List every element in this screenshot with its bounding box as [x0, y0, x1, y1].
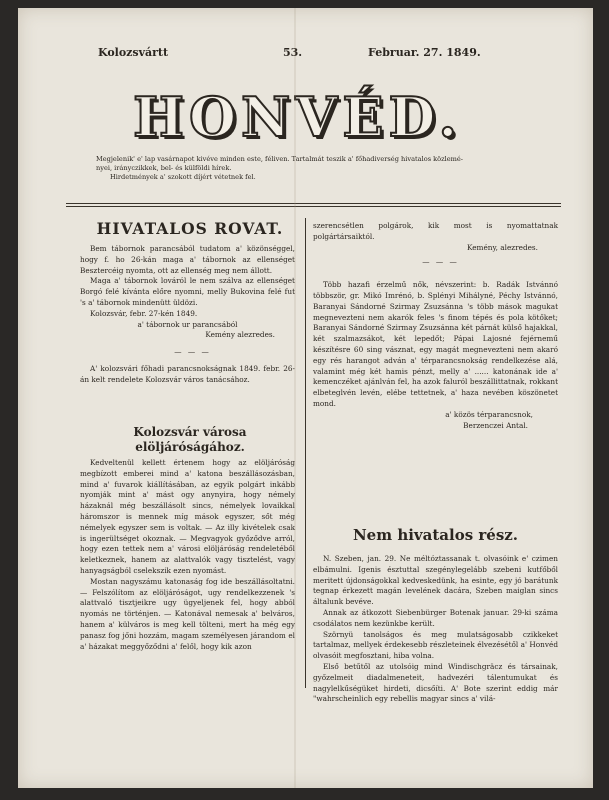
section-heading-official: HIVATALOS ROVAT. [96, 219, 284, 238]
masthead [98, 46, 498, 60]
paragraph: A' kolozsvári főhadi parancsnokságnak 1849. febr. 26-án kelt rendelete Kolozsvár város tanácsához. [80, 363, 295, 384]
paragraph: Bem tábornok parancsából tudatom a' közönséggel, hogy f. ho 26-kán maga a' tábornok az ellenséget Besztercéig nyomta, ott az ellenség meg nem állott. [80, 244, 295, 275]
right-column-body [313, 554, 558, 705]
paragraph: Több hazafi érzelmű nők, névszerint: b. Radák Istvánnó többször, gr. Mikó Imrénó, b. Splényi Mihályné, Péchy Istvánnó, Baranyai Sándorné Szirmay Zsuzsánna 's több mások magukat megnevezteni nem akarók feles 's finom tépés és pola kötőket; Baranyai Sándorné Szirmay Zsuzsánna két párnát külső hajakkal, két szalmazsákot, két lepedőt; Pápai Lajosné fejérnemű készítésre 60 sing vásznat, egy magát megnevezteni nem akaró egy rés harangot adván a' térparancsnokság rendelkezése alá, valamint még két hamis pénzt, melly a' ...... katonának ide a' kemenczéket ajánlván fel, ha azok faluról beszállittatnak, rokkant elbeteglvén levén, elébe tettetnek, a' haza nevében köszönetet mond. [313, 280, 558, 408]
separator: — — — [422, 257, 459, 267]
right-column-top [313, 221, 558, 431]
newspaper-page [18, 8, 593, 788]
paragraph: Maga a' tábornok lováról le nem szálva az ellenséget Borgó felé kívánta előre nyomni, melly Bukovina felé fut 's a' tábornok mindenütt üldözi. [80, 276, 295, 307]
paragraph: a' tábornok ur parancsából [137, 319, 238, 329]
header-rule-2 [66, 206, 561, 207]
issue-number: 53. [283, 46, 303, 59]
sub-heading: Kolozsvár városa elöljáróságához. [133, 425, 247, 454]
paragraph: Mostan nagyszámu katonaság fog ide beszállásoltatni. — Felszólítom az elöljáróságot, ugy rendelkezzenek 's alattvaló tisztjeikre ugy ügyeljenek fel, hogy abból nyomás ne történjen. — Katonával nemesak a' belváros, hanem a' külváros is meg kell tölteni, mert ha még egy panasz fog jőni hozzám, magam személyesen járandom el a' házakat meggyőződni a' felől, hogy kik azon [80, 576, 295, 651]
paragraph: N. Szeben, jan. 29. Ne méltóztassanak t. olvasóink e' czimen elbámulni. Igenis észtuttal szegénylegelább szebeni kutfőből meritett újdonságokkal kedveskedünk, ha esinte, egy jó barátunk tegnap érkezett magán levelének dacára, Szeben maiglan sincs általunk bevéve. [313, 554, 558, 607]
notice-line-1: Megjelenik' e' lap vasárnapot kivéve minden este, féliven. Tartalmát teszik a' főhadiverség hivatalos közlemé- [96, 155, 464, 163]
column-divider [305, 218, 306, 688]
publication-notice [96, 155, 561, 182]
notice-line-2: nyei, irányczikkek, bel- és külföldi hírek. [96, 164, 232, 172]
masthead-place: Kolozsvártt [98, 46, 169, 59]
separator: — — — [174, 347, 211, 357]
section-heading-unofficial: Nem hivatalos rész. [352, 526, 519, 544]
paragraph: szerencsétlen polgárok, kik most is nyomattatnak polgártársaiktól. [313, 221, 558, 241]
masthead-date: Februar. 27. 1849. [368, 46, 481, 59]
header-rule [66, 203, 561, 204]
paragraph: Kolozsvár, febr. 27-kén 1849. [90, 308, 198, 318]
paragraph: Annak az átkozott Siebenbürger Botenak januar. 29-ki száma csodálatos nem kezünkbe került. [313, 607, 558, 628]
paragraph: Első betűtől az utolsóig mind Windischgräcz és társainak, győzelmeit diadalmeneteit, hadvezéri tálentumukat és nagylelkűségüket hirdeti, dicsőíti. A' Bote szerint eddig már "wahrscheinlich egy rebellis magyar sincs a' vilá- [313, 661, 558, 704]
signature: Berzenczei Antal. [463, 420, 528, 430]
left-column-top [80, 244, 295, 386]
left-column-body [80, 458, 295, 652]
signature: Kemény alezredes. [205, 330, 275, 340]
notice-line-3: Hirdetmények a' szokott díjért vétetnek fel. [110, 173, 256, 181]
paragraph: Kedveltenül kellett értenem hogy az elöljáróság megbízott emberei mind a' katona beszállásozásban, mind a' fuvarok kiállításában, az egyik polgárt inkább nyomják mint a' mást ogy anynyira, hogy némely házaknál még beszállásolt sincs, némelyek lovaikkal háromszor is mennek míg mások egyszer, sőt még némelyek egyszer sem is voltak. — Az illy kivételek csak is ingerültséget okoznak. — Megvagyok győződve arról, hogy ezen tettek nem a' városi elöljáróság rendeletéből keletkeznek, hanem az alattvalók vagy tisztelést, vagy hanyagságból cselekszik ezen nyomást. [80, 458, 295, 575]
newspaper-title: HONVÉD. [133, 85, 463, 149]
signature: a' közös térparancsnok, [445, 409, 533, 419]
paragraph: Szörnyü tanolságos és meg mulatságosabb czikkeket tartalmaz, mellyek érdekesebb részleteinek élvezésétől a' Honvéd olvasóit megfosztani, hiba volna. [313, 629, 558, 661]
signature: Kemény, alezredes. [466, 242, 538, 252]
